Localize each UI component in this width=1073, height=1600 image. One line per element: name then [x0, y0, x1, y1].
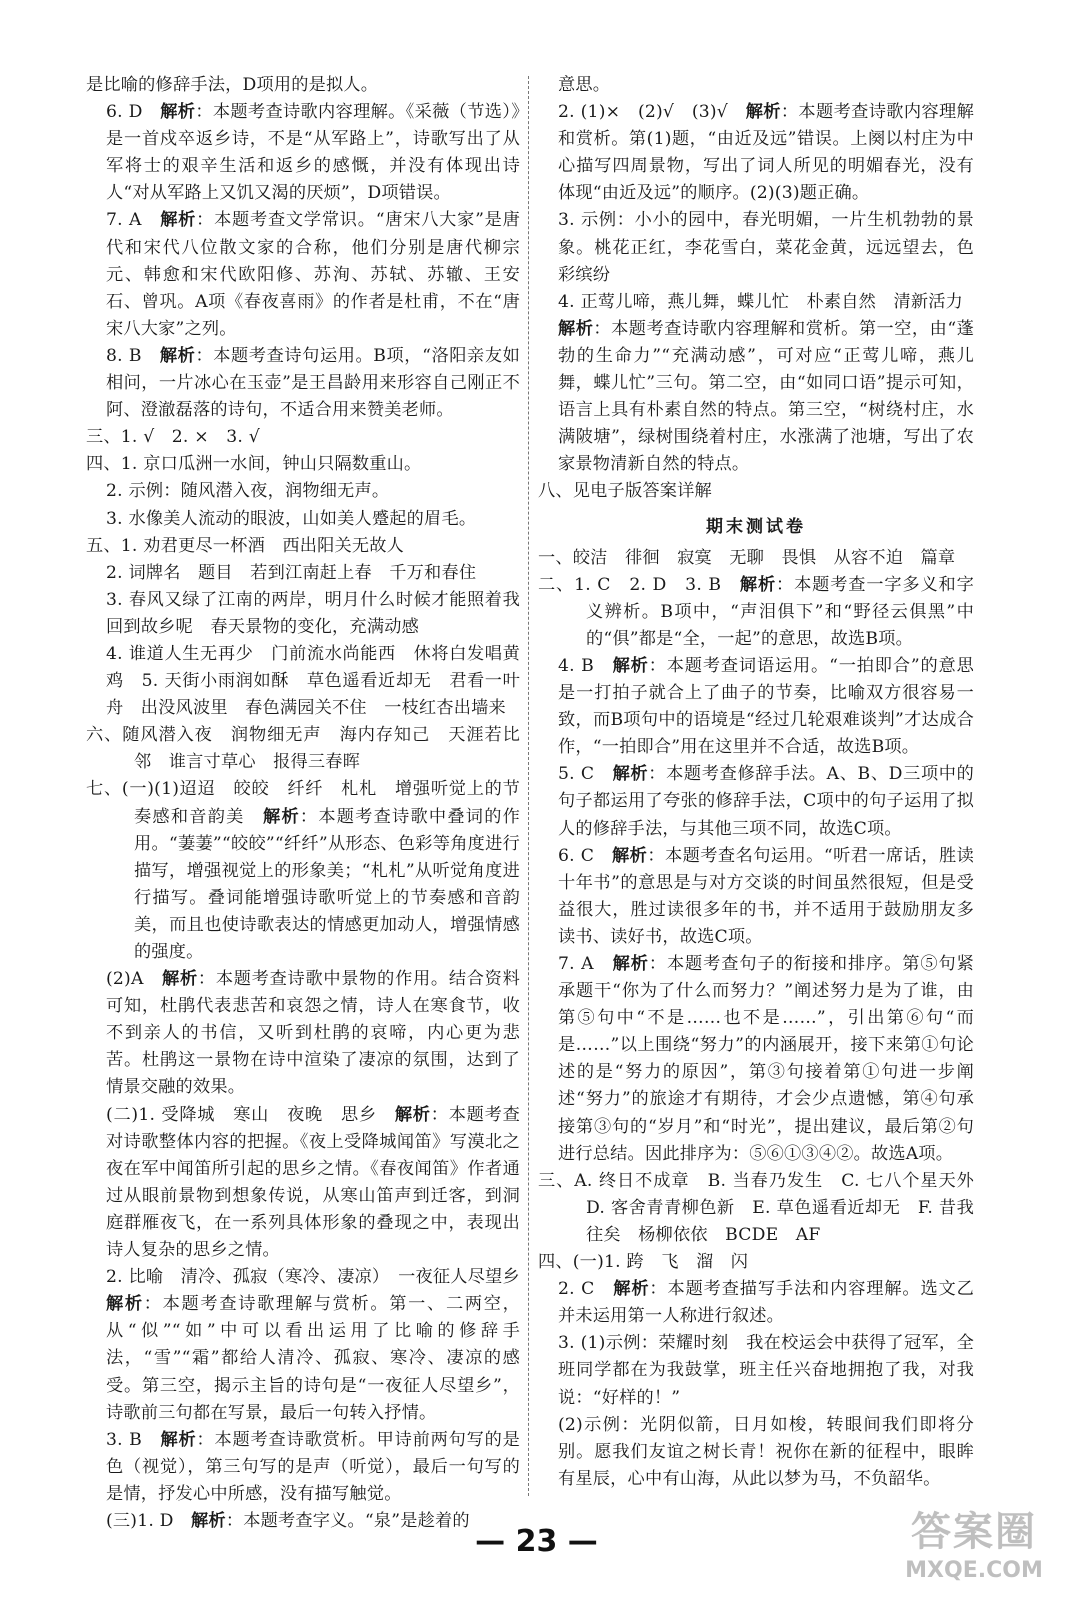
analysis-text: ：本题考查文学常识。“唐宋八大家”是唐代和宋代八位散文家的合称，他们分别是唐代柳宗元、韩愈和宋代欧阳修、苏洵、苏轼、苏辙、王安石、曾巩。A项《春夜喜雨》的作者是杜甫，不在“唐宋八大家”之列。	[106, 210, 520, 339]
answer-text: 7. A	[106, 210, 161, 231]
answer-paragraph	[86, 560, 520, 587]
analysis-text: ：本题考查一字多义和字义辨析。B项中，“声泪俱下”和“野径云俱黑”中的“俱”都是“全，一起”的意思，故选B项。	[586, 574, 974, 649]
answer-text: 2. 词牌名 题目 若到江南赶上春 千万和春住	[106, 562, 477, 583]
answer-text: 四、1. 京口瓜洲一水间，钟山只隔数重山。	[86, 454, 422, 475]
answer-paragraph	[86, 478, 520, 505]
analysis-label: 解析	[106, 1294, 144, 1315]
answer-paragraph	[538, 99, 974, 207]
analysis-text: ：本题考查字义。“泉”是趁着的	[225, 1510, 470, 1531]
answer-text: 三、1. √ 2. × 3. √	[86, 427, 260, 448]
analysis-label: 解析	[263, 806, 300, 827]
answer-text: 2. (1)× (2)√ (3)√	[558, 102, 746, 123]
answer-paragraph	[86, 641, 520, 722]
analysis-text: ：本题考查诗歌理解与赏析。第一、二两空，从“似”“如”中可以看出运用了比喻的修辞手法，“雪”“霜”都给人清冷、孤寂、寒冷、凄凉的感受。第三空，揭示主旨的诗句是“一夜征人尽望乡”，诗歌前三句都在写景，最后一句转入抒情。	[106, 1294, 520, 1423]
answer-text: 2. 比喻 清冷、孤寂（寒冷、凄凉） 一夜征人尽望乡	[106, 1267, 520, 1288]
answer-text: 3. 水像美人流动的眼波，山如美人蹙起的眉毛。	[106, 508, 477, 529]
answer-text: 三、A. 终日不成章 B. 当春乃发生 C. 七八个星天外 D. 客舍青青柳色新 E. 草色遥看近却无 F. 昔我往矣 杨柳依依 BCDE AF	[538, 1170, 992, 1245]
answer-paragraph	[538, 72, 974, 99]
answer-text: 五、1. 劝君更尽一杯酒 西出阳关无故人	[86, 535, 405, 556]
answer-text: 3. B	[106, 1429, 161, 1450]
answer-text: 5. C	[558, 764, 613, 785]
answer-text: 4. 谁道人生无再少 门前流水尚能西 休将白发唱黄鸡 5. 天街小雨润如酥 草色遥看近却无 君看一叶舟 出没风波里 春色满园关不住 一枝红杏出墙来	[106, 643, 520, 719]
answer-paragraph	[86, 343, 520, 424]
section-title: 期末测试卷	[706, 516, 806, 537]
answer-paragraph	[86, 966, 520, 1101]
analysis-label: 解析	[191, 1510, 226, 1531]
answer-paragraph	[86, 99, 520, 207]
answer-paragraph	[86, 424, 520, 451]
analysis-label: 解析	[394, 1104, 431, 1125]
answer-text: (2)示例：光阴似箭，日月如梭，转眼间我们即将分别。愿我们友谊之树长青！祝你在新的征程中，眼眸有星辰，心中有山海，从此以梦为马，不负韶华。	[558, 1414, 974, 1489]
answer-paragraph	[86, 533, 520, 560]
answer-text: 一、皎洁 徘徊 寂寞 无聊 畏惧 从容不迫 篇章	[538, 547, 956, 568]
analysis-text: ：本题考查诗歌内容理解和赏析。第(1)题，“由近及远”错误。上阕以村庄为中心描写四周景物，写出了词人所见的明媚春光，没有体现“由近及远”的顺序。(2)(3)题正确。	[558, 102, 974, 204]
analysis-label: 解析	[745, 102, 781, 123]
answer-paragraph	[86, 72, 520, 99]
answer-paragraph	[538, 478, 974, 505]
analysis-label: 解析	[612, 954, 649, 974]
answer-text: 二、1. C 2. D 3. B	[538, 574, 740, 595]
right-column	[538, 72, 992, 1493]
analysis-text: ：本题考查修辞手法。A、B、D三项中的句子都运用了夸张的修辞手法，C项中的句子运用了拟人的修辞手法，与其他三项不同，故选C项。	[558, 764, 975, 839]
analysis-label: 解析	[612, 655, 649, 676]
answer-text: 四、(一)1. 跨 飞 溜 闪	[538, 1252, 749, 1273]
answer-text: 3. (1)示例：荣耀时刻 我在校运会中获得了冠军，全班同学都在为我鼓掌，班主任兴奋地拥抱了我，对我说：“好样的！”	[558, 1333, 974, 1408]
analysis-text: ：本题考查句子的衔接和排序。第⑤句紧承题干“你为了什么而努力？”阐述努力是为了谁，由第⑤句中“不是……也不是……”，引出第⑥句“而是……”以上围绕“努力”的内涵展开，接下来第①句论述的是“努力的原因”，第③句接着第①句进一步阐述“努力”的旅途才有期待，才会少点遗憾，第④句承接第③句的“岁月”和“时光”，提出建议，最后第②句进行总结。因此排序为：⑤⑥①③④②。故选A项。	[558, 954, 975, 1164]
answer-paragraph	[538, 843, 974, 951]
answer-paragraph	[86, 1291, 520, 1426]
analysis-text: ：本题考查词语运用。“一拍即合”的意思是一打拍子就合上了曲子的节奏，比喻双方很容易一致，而B项句中的语境是“经过几轮艰难谈判”才达成合作，“一拍即合”用在这里并不合适，故选B项。	[558, 655, 974, 758]
answer-paragraph	[538, 545, 974, 572]
analysis-label: 解析	[739, 574, 777, 595]
analysis-label: 解析	[162, 969, 198, 990]
answer-text: 是比喻的修辞手法，D项用的是拟人。	[86, 75, 379, 95]
analysis-label: 解析	[160, 102, 196, 123]
answer-text: 2. 示例：随风潜入夜，润物细无声。	[106, 481, 390, 502]
answer-paragraph	[86, 1427, 520, 1508]
analysis-text: ：本题考查诗歌内容理解和赏析。第一空，由“蓬勃的生命力”“充满动感”，可对应“正莺儿啼，燕儿舞，蝶儿忙”三句。第二空，由“如同口语”提示可知，语言上具有朴素自然的特点。第三空，“树绕村庄，水满陂塘”，绿树围绕着村庄，水涨满了池塘，写出了农家景物清新自然的特点。	[558, 318, 974, 475]
answer-paragraph	[538, 1249, 974, 1276]
answer-paragraph	[538, 514, 974, 541]
analysis-label: 解析	[612, 764, 649, 785]
answer-paragraph	[538, 653, 974, 761]
answer-paragraph	[86, 506, 520, 533]
answer-paragraph	[86, 776, 520, 966]
answer-text: 2. C	[558, 1279, 614, 1300]
analysis-label: 解析	[613, 1279, 650, 1300]
answer-paragraph	[86, 207, 520, 342]
analysis-label: 解析	[612, 845, 648, 866]
answer-paragraph	[86, 1102, 520, 1265]
answer-paragraph	[538, 316, 974, 479]
answer-paragraph	[86, 587, 520, 641]
analysis-label: 解析	[558, 318, 594, 339]
answer-text: (2)A	[106, 969, 163, 990]
column-divider	[528, 76, 529, 1496]
watermark-text: 答案圈	[911, 1509, 1037, 1555]
analysis-text: ：本题考查对诗歌整体内容的把握。《夜上受降城闻笛》写漠北之夜在军中闻笛所引起的思乡之情。《春夜闻笛》作者通过从眼前景物到想象传说，从寒山笛声到迁客，到洞庭群雁夜飞，在一系列具体形象的叠现之中，表现出诗人复杂的思乡之情。	[106, 1104, 520, 1261]
analysis-text: ：本题考查诗歌内容理解。《采薇（节选）》是一首戍卒返乡诗，不是“从军路上”，诗歌写出了从军将士的艰辛生活和返乡的感慨，并没有体现出诗人“对从军路上又饥又渴的厌烦”，D项错误。	[106, 102, 520, 204]
answer-text: 六、随风潜入夜 润物细无声 海内存知己 天涯若比邻 谁言寸草心 报得三春晖	[86, 725, 520, 773]
answer-text: 3. 春风又绿了江南的两岸，明月什么时候才能照着我回到故乡呢 春天景物的变化，充满动感	[106, 589, 520, 637]
answer-text: 意思。	[558, 75, 611, 95]
answer-text: 七、(一)(1)迢迢 皎皎 纤纤 札札 增强听觉上的节奏感和音韵美	[86, 779, 520, 827]
analysis-text: ：本题考查诗歌赏析。甲诗前两句写的是色（视觉），第三句写的是声（听觉），最后一句写的是情，抒发心中所感，没有描写触觉。	[106, 1429, 520, 1504]
answer-paragraph	[86, 722, 520, 776]
analysis-text: ：本题考查诗歌中景物的作用。结合资料可知，杜鹃代表悲苦和哀怨之情，诗人在寒食节，收不到亲人的书信，又听到杜鹃的哀啼，内心更为悲苦。杜鹃这一景物在诗中渲染了凄凉的氛围，达到了情景交融的效果。	[106, 969, 520, 1098]
answer-text: 6. D	[106, 102, 161, 123]
answer-paragraph	[538, 1168, 992, 1249]
answer-paragraph	[538, 207, 974, 288]
answer-text: 7. A	[558, 954, 613, 974]
answer-paragraph	[538, 572, 974, 653]
analysis-text: ：本题考查描写手法和内容理解。选文乙并未运用第一人称进行叙述。	[558, 1279, 975, 1327]
answer-text: 4. B	[558, 655, 613, 676]
analysis-label: 解析	[160, 210, 197, 231]
answer-paragraph	[86, 1264, 520, 1291]
answer-text: (二)1. 受降城 寒山 夜晚 思乡	[106, 1104, 395, 1125]
analysis-text: ：本题考查名句运用。“听君一席话，胜读十年书”的意思是与对方交谈的时间虽然很短，但是受益很大，胜过读很多年的书，并不适用于鼓励朋友多读书、读好书，故选C项。	[558, 845, 975, 947]
answer-text: 3. 示例：小小的园中，春光明媚，一片生机勃勃的景象。桃花正红，李花雪白，菜花金黄，远远望去，色彩缤纷	[558, 210, 974, 285]
answer-text: (三)1. D	[106, 1510, 192, 1531]
watermark-logo	[889, 1506, 1059, 1592]
answer-text: 八、见电子版答案详解	[538, 481, 712, 502]
answer-paragraph	[538, 1412, 974, 1493]
analysis-text: ：本题考查诗句运用。B项，“洛阳亲友如相问，一片冰心在玉壶”是王昌龄用来形容自己刚正不阿、澄澈磊落的诗句，不适合用来赞美老师。	[106, 345, 521, 421]
answer-paragraph	[538, 1330, 974, 1411]
watermark-url: MXQE.COM	[905, 1558, 1043, 1583]
answer-text: 8. B	[106, 345, 160, 366]
answer-paragraph	[538, 761, 974, 842]
analysis-label: 解析	[160, 1429, 197, 1450]
answer-text: 6. C	[558, 845, 612, 866]
answer-paragraph	[538, 951, 974, 1168]
answer-text: 4. 正莺儿啼，燕儿舞，蝶儿忙 朴素自然 清新活力	[558, 291, 963, 312]
page-number: — 23 —	[475, 1524, 598, 1559]
answer-paragraph	[538, 1276, 974, 1330]
left-column	[86, 72, 520, 1535]
answer-paragraph	[538, 289, 974, 316]
analysis-label: 解析	[159, 345, 196, 366]
analysis-text: ：本题考查诗歌中叠词的作用。“萋萋”“皎皎”“纤纤”从形态、色彩等角度进行描写，增强视觉上的形象美；“札札”从听觉角度进行描写。叠词能增强诗歌听觉上的节奏感和音韵美，而且也使诗歌表达的情感更加动人，增强情感的强度。	[134, 806, 521, 962]
answer-paragraph	[86, 451, 520, 478]
